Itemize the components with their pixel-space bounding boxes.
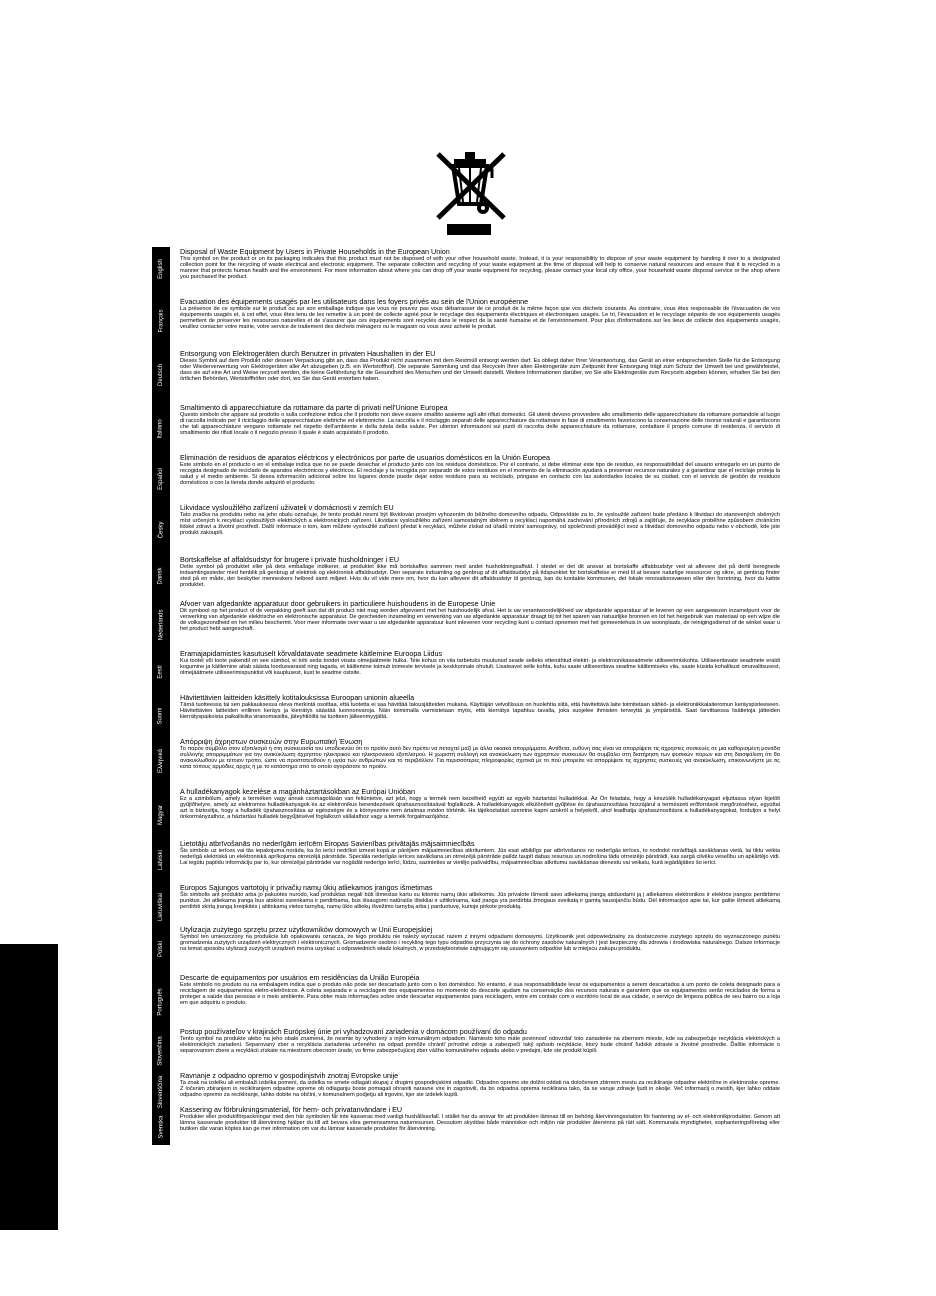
section-title: Απόρριψη άχρηστων συσκευών στην Ευρωπαϊκή Ένωση	[180, 738, 363, 746]
section-slovenscina	[180, 1072, 780, 1098]
section-italiano	[180, 404, 780, 436]
section-title: Disposal of Waste Equipment by Users in Private Households in the European Union	[180, 248, 450, 256]
language-tab-francais: Français	[158, 309, 165, 333]
section-title: Bortskaffelse af affaldsudstyr for brugere i private husholdninger i EU	[180, 556, 400, 564]
section-portugues	[180, 974, 780, 1006]
section-body: Šis simbolis ant produkto arba jo pakuotės nurodo, kad produktas negali būti išmestas kartu su kitomis namų ūkio atliekomis. Jūs privalote išmesti savo atliekamą įrangą atiduodami ją į atliekamos elektronikos ir elektros įrangos perdirbimo punktus. Jei atliekama įranga bus atskirai surenkama ir perdirbama, bus išsaugomi natūralūs ištekliai ir užtikrinama, kad įranga yra perdirbta žmogaus sveikatą ir gamtą tausojančiu būdu. Dėl informacijos apie tai, kur galite išmesti atliekamą perdirbti skirtą įrangą kreipkitės į atitinkamą vietos tarnybą, namų ūkio atliekų išvežimo tarnybą arba į parduotuvę, kurioje pirkote produktą.	[180, 891, 780, 910]
language-tab-deutsch: Deutsch	[158, 363, 165, 387]
section-body: Το παρόν σύμβολο στον εξοπλισμό ή στη συσκευασία του υποδεικνύει ότι το προϊόν αυτό δεν πρέπει να πεταχτεί μαζί με άλλα οικιακά απορρίμματα. Αντίθετα, ευθύνη σας είναι να απορρίψετε τις άχρηστες συσκευές σε μια καθορισμένη μονάδα συλλογής απορριμμάτων για την ανακύκλωση άχρηστου ηλεκτρικού και ηλεκτρονικού εξοπλισμού. Η χωριστή συλλογή και ανακύκλωση των άχρηστων συσκευών θα συμβάλει στη διατήρηση των φυσικών πόρων και στη διασφάλιση ότι θα ανακυκλωθούν με τέτοιον τρόπο, ώστε να προστατευθούν η υγεία των ανθρώπων και το περιβάλλον. Για περισσότερες πληροφορίες σχετικά με το πού μπορείτε να απορρίψετε τις άχρηστες συσκευές για ανακύκλωση, επικοινωνήστε με τις κατά τόπους αρμόδιες αρχές ή με το κατάστημα από το οποίο αγοράσατε το προϊόν.	[180, 745, 780, 770]
language-tab-portugues: Português	[158, 988, 165, 1016]
section-cesky	[180, 504, 780, 536]
section-deutsch	[180, 350, 780, 382]
language-tab-espanol: Español	[158, 468, 164, 490]
page-edge-tab	[0, 944, 58, 1230]
section-title: Utylizacja zużytego sprzętu przez użytkowników domowych w Unii Europejskiej	[180, 926, 433, 934]
section-body: Symbol ten umieszczony na produkcie lub opakowaniu oznacza, że tego produktu nie należy wyrzucać razem z innymi odpadami domowymi. Użytkownik jest odpowiedzialny za dostarczenie zużytego sprzętu do wyznaczonego punktu gromadzenia zużytych urządzeń elektrycznych i elektronicznych. Gromadzenie osobno i recykling tego typu odpadów przyczynia się do ochrony zasobów naturalnych i jest bezpieczny dla zdrowia i środowiska naturalnego. Dalsze informacje na temat sposobu utylizacji zużytych urządzeń można uzyskać u odpowiednich władz lokalnych, w przedsiębiorstwie zajmującym się usuwaniem odpadów lub w miejscu zakupu produktu.	[180, 933, 780, 952]
section-body: Kui tootel või toote pakendil on see sümbol, ei tohi seda toodet visata olmejäätmete hulka. Teie kohus on viia tarbetuks muutunud seade selleks ettenähtud elektri- ja elektroonikaseadmete utiliseerimiskohta. Utiliseeritavate seadmete eraldi kogumine ja käitlemine aitab säästa loodusvarasid ning tagada, et käitlemine toimub inimeste tervisele ja keskkonnale ohutult. Lisateavet selle kohta, kuhu saate utiliseeritava seadme käitlemiseks viia, saate küsida kohalikust omavalitsusest, olmejäätmete utiliseerimispunktist või kauplusest, kust te seadme ostsite.	[180, 657, 780, 676]
section-lietuviskai	[180, 884, 780, 910]
section-title: Likvidace vysloužilého zařízení uživateli v domácnosti v zemích EU	[180, 504, 394, 512]
section-eesti	[180, 650, 780, 676]
section-slovencina	[180, 1028, 780, 1054]
section-title: Hävitettävien laitteiden käsittely kotitalouksissa Euroopan unionin alueella	[180, 694, 415, 702]
section-francais	[180, 298, 780, 330]
language-tab-magyar: Magyar	[158, 804, 165, 826]
section-body: Tato značka na produktu nebo na jeho obalu označuje, že tento produkt nesmí být likvidován prostým vyhozením do běžného domovního odpadu. Odpovídáte za to, že vysloužilé zařízení bude předáno k likvidaci do stanovených sběrných míst určených k recyklaci vysloužilých elektrických a elektronických zařízení. Likvidace vysloužilého zařízení samostatným sběrem a recyklací napomáhá zachování přírodních zdrojů a zajišťuje, že recyklace proběhne způsobem chránícím lidské zdraví a životní prostředí. Další informace o tom, kam můžete vysloužilé zařízení předat k recyklaci, můžete získat od úřadů místní samosprávy, od společnosti provádějící svoz a likvidaci domovního odpadu nebo v obchodě, kde jste produkt zakoupili.	[180, 511, 780, 536]
section-body: Šis simbols uz ierīces vai tās iepakojuma norāda, ka šo ierīci nedrīkst izmest kopā ar pārējiem mājsaimniecības atkritumiem. Jūs esat atbildīgs par atbrīvošanos no nederīgās ierīces, to nododot norādītajā savākšanas vietā, lai tiktu veikta nederīgā elektriskā un elektroniskā aprīkojuma otrreizējā pārstrāde. Speciāla nederīgās ierīces savākšana un otrreizējā pārstrāde palīdz taupīt dabas resursus un nodrošina tādu otrreizējo pārstrādi, kas sargā cilvēku veselību un apkārtējo vidi. Lai iegūtu papildu informāciju par to, kur otrreizējai pārstrādei var nogādāt nederīgo ierīci, lūdzu, sazinieties ar vietējo pašvaldību, mājsaimniecības atkritumu savākšanas dienestu vai veikalu, kurā iegādājāties šo ierīci.	[180, 847, 780, 866]
section-nederlands	[180, 600, 780, 632]
section-title: Postup používateľov v krajinách Európskej únie pri vyhadzovaní zariadenia v domácom používaní do odpadu	[180, 1028, 527, 1036]
section-title: Ravnanje z odpadno opremo v gospodinjstvih znotraj Evropske unije	[180, 1072, 399, 1080]
language-tab-polski: Polski	[157, 940, 164, 958]
section-ellinika	[180, 738, 780, 770]
section-title: Descarte de equipamentos por usuários em residências da União Européia	[180, 974, 420, 982]
section-english	[180, 248, 780, 280]
language-tab-eesti: Eesti	[158, 665, 164, 679]
section-title: Entsorgung von Elektrogeräten durch Benutzer in privaten Haushalten in der EU	[180, 350, 436, 358]
section-magyar	[180, 788, 780, 820]
section-body: La présence de ce symbole sur le produit ou sur son emballage indique que vous ne pouvez pas vous débarrasser de ce produit de la même façon que vos déchets courants. Au contraire, vous êtes responsable de l'évacuation de vos équipements usagés et, à cet effet, vous êtes tenu de les remettre à un point de collecte agréé pour le recyclage des équipements électriques et électroniques usagés. Le tri, l'évacuation et le recyclage séparés de vos équipements usagés permettent de préserver les ressources naturelles et de s'assurer que ces équipements sont recyclés dans le respect de la santé humaine et de l'environnement. Pour plus d'informations sur les lieux de collecte des équipements usagés, veuillez contacter votre mairie, votre service de traitement des déchets ménagers ou le magasin où vous avez acheté le produit.	[180, 305, 780, 330]
language-tab-nederlands: Nederlands	[158, 609, 164, 641]
section-svenska	[180, 1106, 780, 1132]
language-tab-dansk: Dansk	[157, 567, 164, 585]
language-tab-slovenscina: Slovenščina	[158, 1075, 165, 1109]
section-body: Tento symbol na produkte alebo na jeho obale znamená, že nesmie by vyhodený s iným komunálnym odpadom. Namiesto toho máte povinnosť odovzdať toto zariadenie na zbernom mieste, kde sa zabezpečuje recyklácia elektrických a elektronických zariadení. Separovaný zber a recyklácia zariadenia určeného na odpad pomôže chrániť prírodné zdroje a zabezpečí taký spôsob recyklácie, ktorý bude chrániť ľudské zdravie a životné prostredie. Ďalšie informácie o separovanom zbere a recyklácii získate na miestnom obecnom úrade, vo firme zabezpečujúcej zber vášho komunálneho odpadu alebo v predajni, kde ste produkt kúpili.	[180, 1035, 780, 1054]
language-tab-cesky: Česky	[157, 521, 164, 539]
section-dansk	[180, 556, 780, 588]
section-title: Évacuation des équipements usagés par les utilisateurs dans les foyers privés au sein de l'Union européenne	[180, 298, 529, 306]
section-title: Kassering av förbrukningsmaterial, för hem- och privatanvändare i EU	[180, 1106, 403, 1114]
section-title: Smaltimento di apparecchiature da rottamare da parte di privati nell'Unione Europea	[180, 404, 448, 412]
language-tab-lietuviskai: Lietuviškai	[158, 892, 165, 922]
section-body: Dieses Symbol auf dem Produkt oder dessen Verpackung gibt an, dass das Produkt nicht zusammen mit dem Restmüll entsorgt werden darf. Es obliegt daher Ihrer Verantwortung, das Gerät an einer entsprechenden Stelle für die Entsorgung oder Wiederverwertung von Elektrogeräten aller Art abzugeben (z.B. ein Wertstoffhof). Die separate Sammlung und das Recyceln Ihrer alten Elektrogeräte zum Zeitpunkt ihrer Entsorgung trägt zum Schutz der Umwelt bei und gewährleistet, dass sie auf eine Art und Weise recycelt werden, die keine Gefährdung für die Gesundheit des Menschen und der Umwelt darstellt. Weitere Informationen darüber, wo Sie alte Elektrogeräte zum Recyceln abgeben können, erhalten Sie bei den örtlichen Behörden, Wertstoffhöfen oder dort, wo Sie das Gerät erworben haben.	[180, 357, 780, 382]
section-body: Produkter eller produktförpackningar med den här symbolen får inte kasseras med vanligt hushållsavfall. I stället har du ansvar för att produkten lämnas till en behörig återvinningsstation för hantering av el- och elektronikprodukter. Genom att lämna kasserade produkter till återvinning hjälper du till att bevara våra gemensamma naturresurser. Dessutom skyddas både människor och miljön när produkter återvinns på rätt sätt. Kommunala myndigheter, sophanteringsföretag eller butiken där varan köptes kan ge mer information om var du lämnar kasserade produkter för återvinning.	[180, 1113, 780, 1132]
section-body: Dit symbool op het product of de verpakking geeft aan dat dit product niet mag worden afgevoerd met het huishoudelijk afval. Het is uw verantwoordelijkheid uw afgedankte apparatuur af te leveren op een aangewezen inzamelpunt voor de verwerking van afgedankte elektrische en elektronische apparatuur. De gescheiden inzameling en verwerking van uw afgedankte apparatuur draagt bij tot het sparen van natuurlijke bronnen en tot het hergebruik van materiaal op een wijze die de volksgezondheid en het milieu beschermt. Voor meer informatie over waar u uw afgedankte apparatuur kunt inleveren voor recycling kunt u contact opnemen met het gemeentehuis in uw woonplaats, de reinigingsdienst of de winkel waar u het product hebt aangeschaft.	[180, 607, 780, 632]
section-title: Eramajapidamistes kasutuselt kõrvaldatavate seadmete käitlemine Euroopa Liidus	[180, 650, 443, 658]
language-tab-latviski: Latviski	[158, 849, 165, 871]
language-sidebar	[152, 247, 170, 1145]
section-body: Este símbolo en el producto o en el embalaje indica que no se puede desechar el producto junto con los residuos domésticos. Por el contrario, si debe eliminar este tipo de residuo, es responsabilidad del usuario entregarlo en un punto de recogida designado de reciclado de aparatos electrónicos y eléctricos. El reciclaje y la recogida por separado de estos residuos en el momento de la eliminación ayudará a preservar recursos naturales y a garantizar que el reciclaje proteja la salud y el medio ambiente. Si desea información adicional sobre los lugares donde puede dejar estos residuos para su reciclado, póngase en contacto con las autoridades locales de su ciudad, con el servicio de gestión de residuos domésticos o con la tienda donde adquirió el producto.	[180, 461, 780, 486]
section-title: Eliminación de residuos de aparatos eléctricos y electrónicos por parte de usuarios domésticos en la Unión Europea	[180, 454, 550, 462]
language-tab-italiano: Italiano	[158, 419, 165, 439]
language-tab-slovencina: Slovenčina	[158, 1036, 165, 1066]
section-title: A hulladékanyagok kezelése a magánháztartásokban az Európai Unióban	[180, 788, 415, 796]
section-body: Ez a szimbólum, amely a terméken vagy annak csomagolásán van feltüntetve, azt jelzi, hogy a termék nem kezelhető együtt az egyéb háztartási hulladékkal. Az Ön feladata, hogy a készülék hulladékanyagait eljuttassa olyan kijelölt gyűjtőhelyre, amely az elektromos hulladékanyagok és az elektronikus berendezések újrahasznosításával foglalkozik. A hulladékanyagok elkülönített gyűjtése és újrahasznosítása hozzájárul a természeti erőforrások megőrzéséhez, egyúttal azt is biztosítja, hogy a hulladék újrahasznosítása az egészségre és a környezetre nem ártalmas módon történik. Ha tájékoztatást szeretne kapni azokról a helyekről, ahol leadhatja újrahasznosításra a hulladékanyagokat, forduljon a helyi önkormányzathoz, a háztartási hulladék begyűjtésével foglalkozó vállalathoz vagy a termék forgalmazójához.	[180, 795, 780, 820]
section-polski	[180, 926, 780, 952]
section-body: This symbol on the product or on its packaging indicates that this product must not be disposed of with your other household waste. Instead, it is your responsibility to dispose of your waste equipment by handing it over to a designated collection point for the recycling of waste electrical and electronic equipment. The separate collection and recycling of your waste equipment at the time of disposal will help to conserve natural resources and ensure that it is recycled in a manner that protects human health and the environment. For more information about where you can drop off your waste equipment for recycling, please contact your local city office, your household waste disposal service or the shop where you purchased the product.	[180, 255, 780, 280]
section-body: Questo simbolo che appare sul prodotto o sulla confezione indica che il prodotto non deve essere smaltito assieme agli altri rifiuti domestici. Gli utenti devono provvedere allo smaltimento delle apparecchiature da rottamare portandole al luogo di raccolta indicato per il riciclaggio delle apparecchiature elettriche ed elettroniche. La raccolta e il riciclaggio separati delle apparecchiature da rottamare in fase di smaltimento favoriscono la conservazione delle risorse naturali e garantiscono che tali apparecchiature vengano rottamate nel rispetto dell'ambiente e della tutela della salute. Per ulteriori informazioni sui punti di raccolta delle apparecchiature da rottamare, contattare il proprio comune di residenza, il servizio di smaltimento dei rifiuti locale o il negozio presso il quale è stato acquistato il prodotto.	[180, 411, 780, 436]
language-tab-suomi: Suomi	[157, 707, 164, 725]
section-espanol	[180, 454, 780, 486]
section-latviski	[180, 840, 780, 866]
section-title: Afvoer van afgedankte apparatuur door gebruikers in particuliere huishoudens in de Europese Unie	[180, 600, 496, 608]
language-tab-english: English	[158, 259, 164, 279]
section-suomi	[180, 694, 780, 720]
section-body: Ta znak na izdelku ali embalaži izdelka pomeni, da izdelka ne smete odlagati skupaj z drugimi gospodinjskimi odpadki. Odpadno opremo ste dolžni oddati na določenem zbirnem mestu za recikliranje odpadne električne in elektronske opreme. Z ločenim zbiranjem in recikliranjem odpadne opreme ob odlaganju boste pomagali ohraniti naravne vire in zagotovili, da bo odpadna oprema reciklirana tako, da se varuje zdravje ljudi in okolje. Več informacij o mestih, kjer lahko oddate odpadno opremo za recikliranje, lahko dobite na občini, v komunalnem podjetju ali trgovini, kjer ste izdelek kupili.	[180, 1079, 780, 1098]
crossed-out-wheeled-bin-icon	[430, 146, 510, 238]
language-tab-ellinika: Ελληνικά	[158, 748, 165, 774]
section-body: Tämä tuotteessa tai sen pakkauksessa oleva merkintä osoittaa, että tuotetta ei saa hävittää talousjätteiden mukana. Käyttäjän velvollisuus on huolehtia siitä, että hävitettävä laite toimitetaan sähkö- ja elektroniikkalaiteromun keräyspisteeseen. Hävitettävien laitteiden erillinen keräys ja kierrätys säästää luonnonvaroja. Näin toimimalla varmistetaan myös, että kierrätys tapahtuu tavalla, joka suojelee ihmisten terveyttä ja ympäristöä. Saat tarvittaessa lisätietoja jätteiden kierrätyspaikoista paikallisilta viranomaisilta, jäteyhtiöiltä tai tuotteen jälleenmyyjältä.	[180, 701, 780, 720]
section-body: Este símbolo no produto ou na embalagem indica que o produto não pode ser descartado junto com o lixo doméstico. No entanto, é sua responsabilidade levar os equipamentos a serem descartados a um ponto de coleta designado para a reciclagem de equipamentos eletro-eletrônicos. A coleta separada e a reciclagem dos equipamentos no momento do descarte ajudam na conservação dos recursos naturais e garantem que os equipamentos serão reciclados de forma a proteger a saúde das pessoas e o meio ambiente. Para obter mais informações sobre onde descartar equipamentos para reciclagem, entre em contato com o escritório local de sua cidade, o serviço de limpeza pública de seu bairro ou a loja em que adquiriu o produto.	[180, 981, 780, 1006]
language-tab-svenska: Svenska	[158, 1115, 165, 1139]
weee-symbol	[430, 146, 510, 238]
section-title: Lietotāju atbrīvošanās no nederīgām ierīcēm Eiropas Savienības privātajās mājsaimniecībās	[180, 840, 475, 848]
section-title: Europos Sąjungos vartotojų ir privačių namų ūkių atliekamos įrangos išmetimas	[180, 884, 433, 892]
section-body: Dette symbol på produktet eller på dets emballage indikerer, at produktet ikke må bortskaffes sammen med andet husholdningsaffald. I stedet er det dit ansvar at bortskaffe affaldsudstyr ved at aflevere det på dertil beregnede indsamlingssteder med henblik på genbrug af elektrisk og elektronisk affaldsudstyr. Den separate indsamling og genbrug af dit affaldsudstyr på tidspunktet for bortskaffelse er med til at bevare naturlige ressourcer og sikre, at genbrug finder sted på en måde, der beskytter menneskers helbred samt miljøet. Hvis du vil vide mere om, hvor du kan aflevere dit affaldsudstyr til genbrug, kan du kontakte kommunen, det lokale renovationsvæsen eller den forretning, hvor du købte produktet.	[180, 563, 780, 588]
